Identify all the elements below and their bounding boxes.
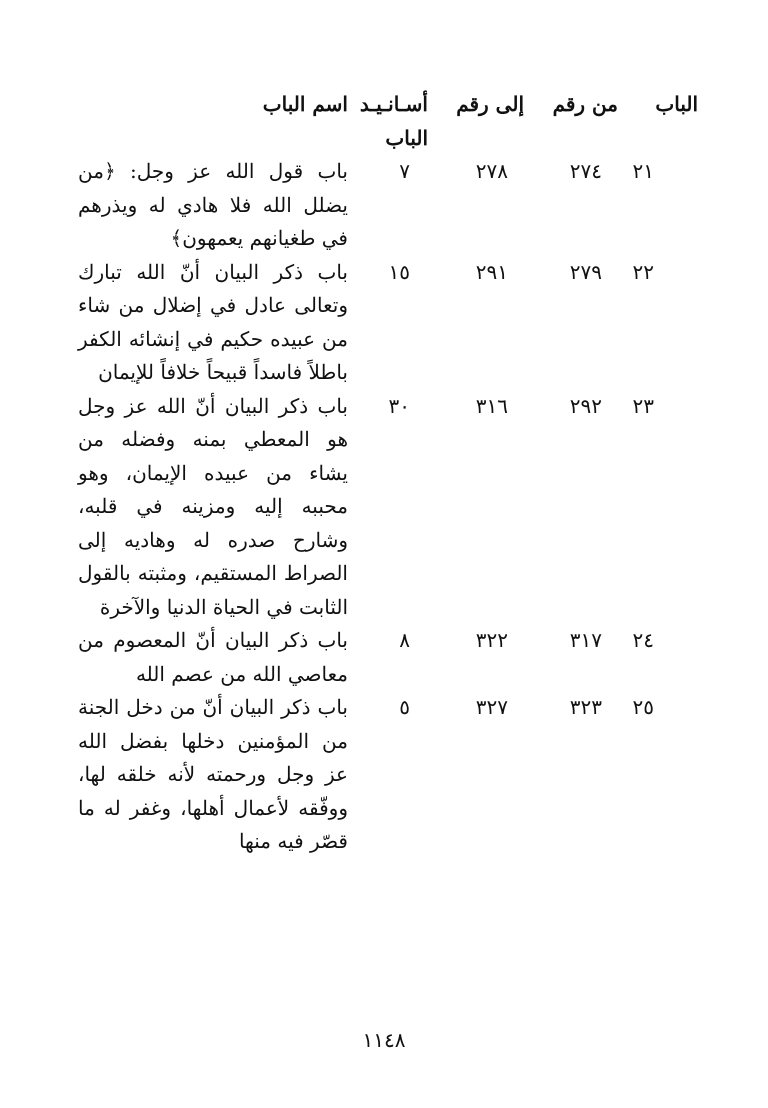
row-from-number: ٣٢٣ [569,695,602,719]
row-to-number: ٣١٦ [475,393,508,418]
chapters-table [78,88,698,859]
row-bab: ٢١ [632,159,654,183]
row-asanid: ٥ [399,695,410,719]
row-to-number: ٣٢٢ [475,628,508,652]
page-number: ١١٤٨ [362,1028,406,1052]
row-to-number: ٢٩١ [475,259,508,284]
header-chapter-name: اسم الباب [262,92,348,116]
row-from-number: ٣١٧ [569,628,602,652]
table-header [78,88,698,155]
row-chapter-name: باب ذكر البيان أنّ الله عز وجل هو المعطي بمنه وفضله من يشاء من عبيده الإيمان، وهو محببه إليه ومزينه في قلبه، وشارح صدره له وهاديه إلى الصراط المستقيم، ومثبته بالقول الثابت في الحياة الدنيا والآخرة [78,393,348,619]
row-bab: ٢٢ [632,259,654,284]
header-asanid: أسـانـيـد الباب [359,92,428,150]
header-bab: الباب [655,92,698,116]
row-to-number: ٢٧٨ [475,159,508,183]
header-to-number: إلى رقم [456,92,524,116]
row-chapter-name: باب ذكر البيان أنّ من دخل الجنة من المؤمنين دخلها بفضل الله عز وجل ورحمته لأنه خلقه لها، ووفّقه لأعمال أهلها، وغفر له ما قصّر فيه منها [78,695,348,853]
row-asanid: ٣٠ [388,393,410,418]
row-asanid: ٨ [399,628,410,652]
row-asanid: ٧ [399,159,410,183]
row-to-number: ٣٢٧ [475,695,508,719]
table-row [78,256,698,390]
table-row [78,624,698,691]
row-chapter-name: باب قول الله عز وجل: ﴿من يضلل الله فلا هادي له ويذرهم في طغيانهم يعمهون﴾ [78,159,348,250]
table-row [78,155,698,256]
row-from-number: ٢٧٤ [569,159,602,183]
row-bab: ٢٣ [632,393,654,418]
table-row [78,691,698,859]
row-from-number: ٢٩٢ [569,393,602,418]
row-bab: ٢٥ [632,695,654,719]
row-chapter-name: باب ذكر البيان أنّ الله تبارك وتعالى عادل في إضلال من شاء من عبيده حكيم في إنشائه الكفر باطلاً فاسداً قبيحاً خلافاً للإيمان [78,259,348,384]
header-from-number: من رقم [552,92,618,116]
row-from-number: ٢٧٩ [569,259,602,284]
row-bab: ٢٤ [632,628,654,652]
table-row [78,390,698,625]
row-chapter-name: باب ذكر البيان أنّ المعصوم من معاصي الله من عصم الله [78,628,348,686]
row-asanid: ١٥ [388,259,410,284]
